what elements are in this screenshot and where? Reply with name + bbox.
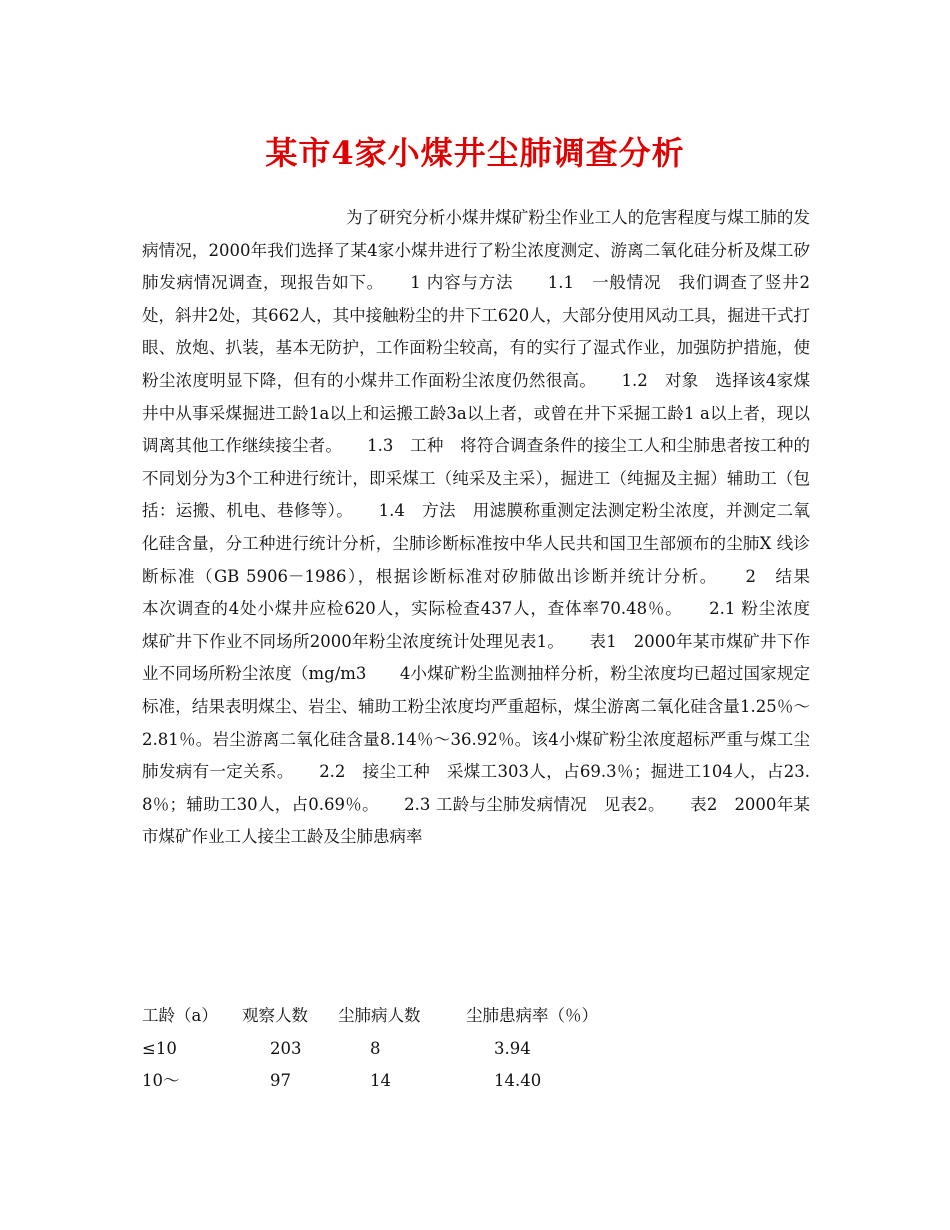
table-cell: 97 bbox=[270, 1071, 291, 1091]
document-body: 为了研究分析小煤井煤矿粉尘作业工人的危害程度与煤工肺的发病情况，2000年我们选择了某4家小煤井进行了粉尘浓度测定、游离二氧化硅分析及煤工矽肺发病情况调查，现报告如下。 1 内容与方法 1.1 一般情况 我们调查了竖井2处，斜井2处，其662人，其中接触粉尘的井下工620人，大部分使用风动工具，掘进干式打眼、放炮、扒装，基本无防护，工作面粉尘较高，有的实行了湿式作业，加强防护措施，使粉尘浓度明显下降，但有的小煤井工作面粉尘浓度仍然很高。 1.2 对象 选择该4家煤井中从事采煤掘进工龄1a以上和运搬工龄3a以上者，或曾在井下采掘工龄1 a以上者，现以调离其他工作继续接尘者。 1.3 工种 将符合调查条件的接尘工人和尘肺患者按工种的不同划分为3个工种进行统计，即采煤工（纯采及主采），掘进工（纯掘及主掘）辅助工（包括：运搬、机电、巷修等）。 1.4 方法 用滤膜称重测定法测定粉尘浓度，并测定二氧化硅含量，分工种进行统计分析，尘肺诊断标准按中华人民共和国卫生部颁布的尘肺X 线诊断标准（GB 5906－1986），根据诊断标准对矽肺做出诊断并统计分析。 2 结果 本次调查的4处小煤井应检620人，实际检查437人，查体率70.48％。 2.1 粉尘浓度 煤矿井下作业不同场所2000年粉尘浓度统计处理见表1。 表1 2000年某市煤矿井下作业不同场所粉尘浓度（mg/m3 4小煤矿粉尘监测抽样分析，粉尘浓度均已超过国家规定标准，结果表明煤尘、岩尘、辅助工粉尘浓度均严重超标，煤尘游离二氧化硅含量1.25％～2.81％。岩尘游离二氧化硅含量8.14％～36.92％。该4小煤矿粉尘浓度超标严重与煤工尘肺发病有一定关系。 2.2 接尘工种 采煤工303人，占69.3％；掘进工104人，占23.8％；辅助工30人，占0.69％。 2.3 工龄与尘肺发病情况 见表2。 表2 2000年某市煤矿作业工人接尘工龄及尘肺患病率 bbox=[142, 208, 843, 847]
table-header-cell: 工龄（a） bbox=[142, 1006, 218, 1025]
table-row bbox=[142, 1033, 810, 1066]
table-cell: 8 bbox=[370, 1038, 381, 1058]
table-row bbox=[142, 1065, 810, 1098]
table-cell: 3.94 bbox=[494, 1038, 531, 1058]
table-header-row bbox=[142, 1000, 810, 1033]
table-header-cell: 观察人数 bbox=[242, 1006, 308, 1025]
document-title: 某市4家小煤井尘肺调查分析 bbox=[265, 134, 685, 172]
table-header-cell: 尘肺病人数 bbox=[338, 1006, 421, 1025]
table-header-cell: 尘肺患病率（％） bbox=[466, 1006, 598, 1025]
table-cell: 10～ bbox=[142, 1071, 180, 1091]
table-cell: 14.40 bbox=[494, 1071, 542, 1091]
data-table bbox=[142, 1000, 810, 1098]
table-cell: 203 bbox=[270, 1038, 302, 1058]
table-cell: 14 bbox=[370, 1071, 391, 1091]
table-cell: ≤10 bbox=[142, 1038, 177, 1058]
